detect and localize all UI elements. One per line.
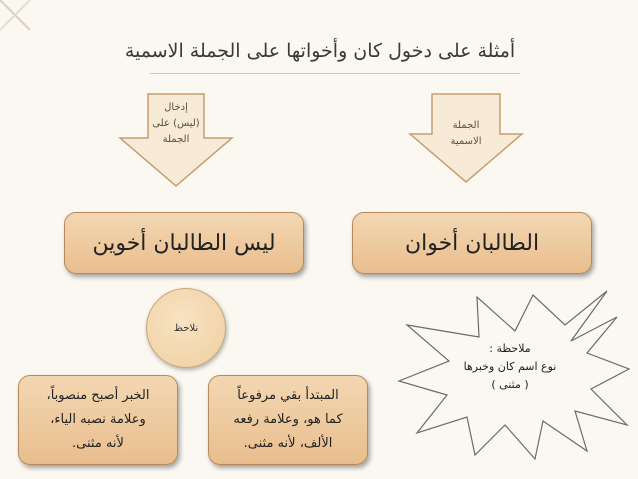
laysa-sentence-box xyxy=(64,212,304,274)
predicate-note-line: وعلامة نصبه الياء، xyxy=(50,412,146,427)
corner-decoration xyxy=(0,0,40,40)
starburst-line: نوع اسم كان وخبرها xyxy=(463,360,557,373)
starburst-line: ( مثنى ) xyxy=(491,378,529,391)
nominal-sentence-text: الطالبان أخوان xyxy=(404,230,540,256)
left-arrow-line: (ليس) على xyxy=(152,118,200,129)
right-arrow-line: الاسمية xyxy=(450,136,482,147)
predicate-note-line: الخبر أصبح منصوباً، xyxy=(46,388,150,403)
title-divider xyxy=(150,73,520,74)
subject-note-line: الألف، لأنه مثنى. xyxy=(243,436,333,451)
predicate-note-line: لأنه مثنى. xyxy=(72,436,124,451)
right-arrow-line: الجملة xyxy=(452,120,480,131)
left-arrow-label xyxy=(138,100,214,148)
slide-title: أمثلة على دخول كان وأخواتها على الجملة الاسمية xyxy=(124,40,516,62)
observe-label: نلاحظ xyxy=(173,322,199,334)
left-arrow-line: إدخال xyxy=(164,102,188,113)
laysa-sentence-text: ليس الطالبان أخوين xyxy=(92,230,276,256)
subject-note-line: المبتدأ بقي مرفوعاً xyxy=(237,388,339,403)
left-arrow-line: الجملة xyxy=(162,134,190,145)
nominal-sentence-box xyxy=(352,212,592,274)
predicate-note-box xyxy=(18,375,178,465)
starburst-text xyxy=(435,340,585,394)
subject-note-line: كما هو، وعلامة رفعه xyxy=(233,412,343,427)
subject-note-box xyxy=(208,375,368,465)
starburst-line: ملاحظة : xyxy=(489,342,531,355)
observe-circle xyxy=(146,288,226,368)
right-arrow-label xyxy=(425,118,507,150)
